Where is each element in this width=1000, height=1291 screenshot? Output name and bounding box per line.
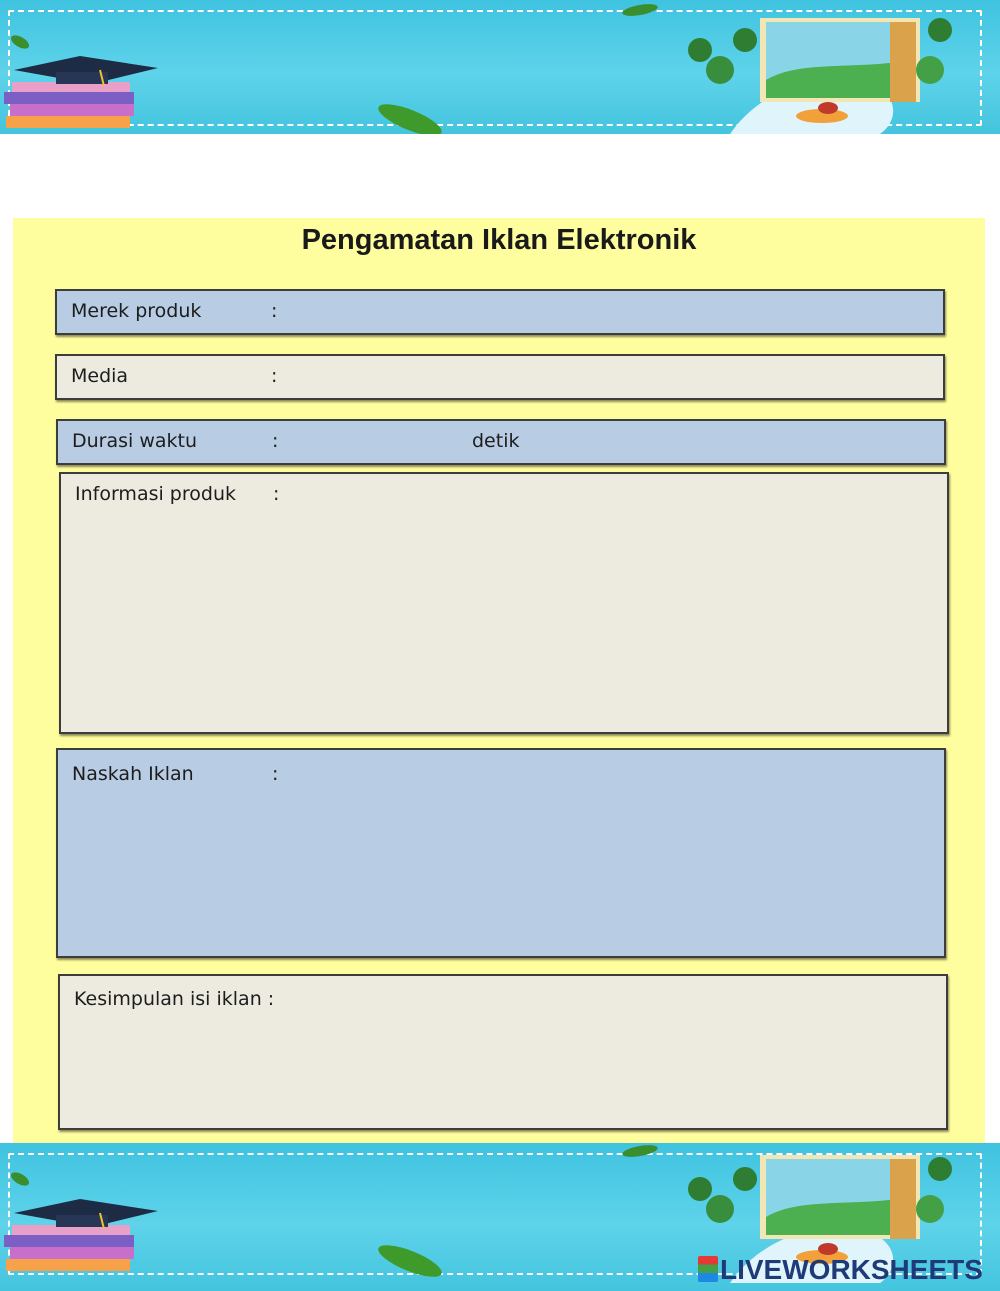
field-label: Informasi produk [75,483,236,505]
header-banner [0,0,1000,134]
field-media[interactable] [55,354,945,400]
field-label: Durasi waktu [72,430,198,452]
logo-text: LIVEWORKSHEETS [720,1254,983,1285]
field-label: Merek produk [71,300,202,322]
field-label: Media [71,365,129,387]
banner-illustration [0,0,1000,134]
field-label: Naskah Iklan [72,763,194,785]
worksheet-title: Pengamatan Iklan Elektronik [301,224,697,256]
field-durasi-waktu[interactable] [56,419,946,465]
field-colon: : [272,430,279,452]
book-stack-icon [4,1199,158,1271]
field-naskah-iklan[interactable] [56,748,946,958]
book-stack-icon [4,56,158,128]
liveworksheets-logo [698,1254,983,1286]
field-colon: : [273,483,280,505]
field-label: Kesimpulan isi iklan : [74,988,275,1010]
field-unit: detik [472,430,520,452]
field-kesimpulan-isi-iklan[interactable] [58,974,948,1130]
field-colon: : [271,300,278,322]
field-colon: : [271,365,278,387]
field-informasi-produk[interactable] [59,472,949,734]
field-colon: : [272,763,279,785]
book-scene-icon [688,18,952,134]
worksheet-panel [13,218,985,1143]
logo-mark-icon [698,1256,718,1282]
field-merek-produk[interactable] [55,289,945,335]
